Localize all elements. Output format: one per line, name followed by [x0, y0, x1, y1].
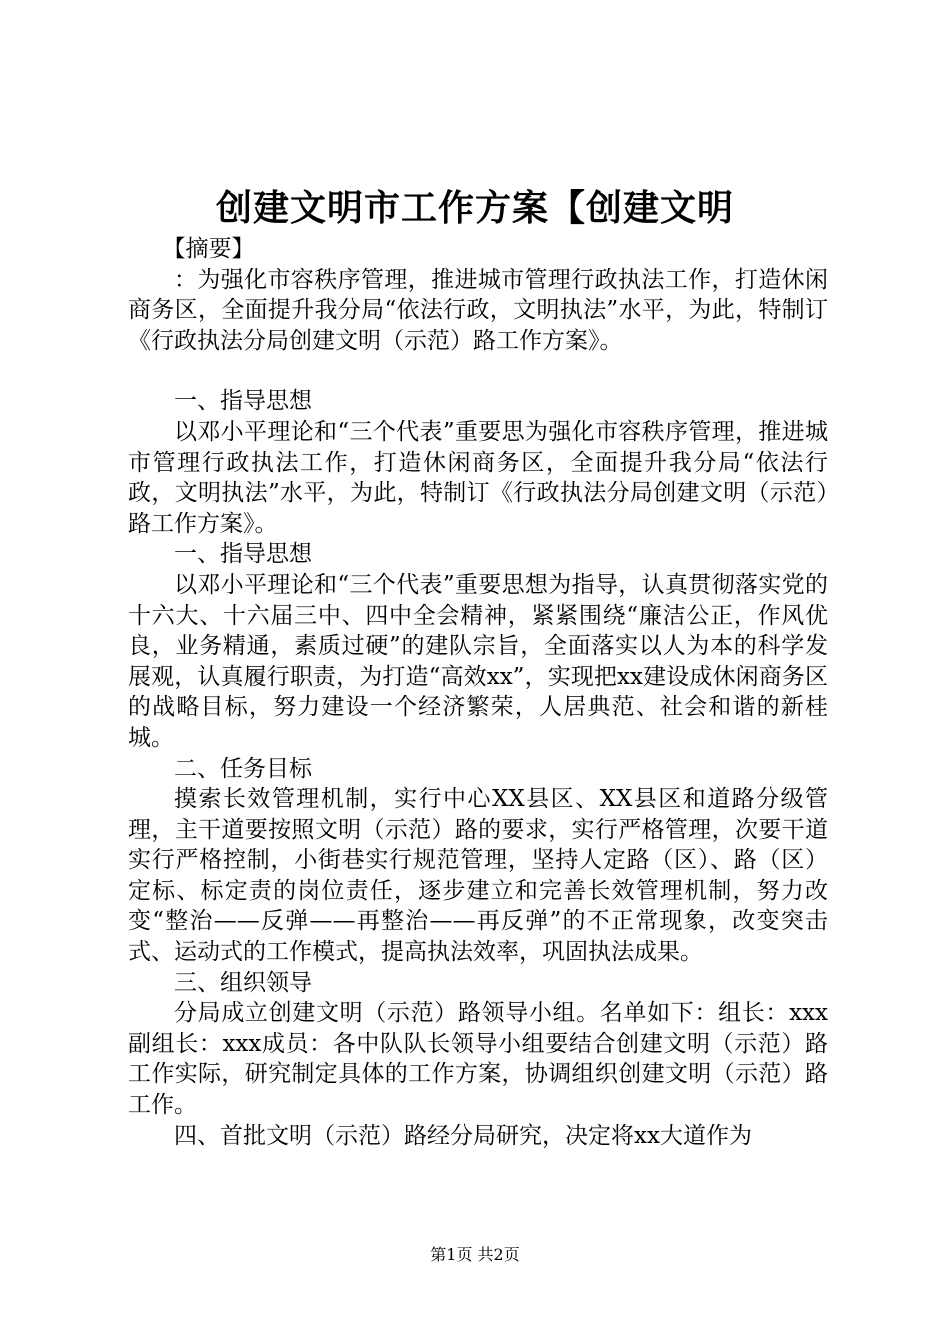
- page-footer: 第1页 共2页: [430, 1245, 520, 1264]
- section-heading: 一、指导思想: [174, 541, 312, 568]
- section-body: 分局成立创建文明（示范）路领导小组。名单如下：组长：xxx副组长：xxx成员：各中队队长领导小组要结合创建文明（示范）路工作实际，研究制定具体的工作方案，协调组织创建文明（示范）路工作。: [128, 1000, 828, 1119]
- section-body: 以邓小平理论和“三个代表”重要思为强化市容秩序管理，推进城市管理行政执法工作，打造休闲商务区，全面提升我分局“依法行政，文明执法”水平，为此，特制订《行政执法分局创建文明（示范）路工作方案》。: [128, 418, 828, 537]
- abstract-label: 【摘要】: [162, 236, 255, 262]
- document-body: [128, 234, 828, 1151]
- document-title: 创建文明市工作方案【创建文明: [215, 187, 734, 229]
- section-body: 摸索长效管理机制，实行中心XX县区、XX县区和道路分级管理，主干道要按照文明（示范）路的要求，实行严格管理，次要干道实行严格控制，小街巷实行规范管理，坚持人定路（区）、路（区）定标、标定责的岗位责任，逐步建立和完善长效管理机制，努力改变“整治——反弹——再整治——再反弹”的不正常现象，改变突击式、运动式的工作模式，提高执法效率，巩固执法成果。: [128, 786, 828, 966]
- section-heading: 二、任务目标: [174, 755, 312, 782]
- section-heading: 三、组织领导: [174, 969, 312, 996]
- section-heading: 一、指导思想: [174, 388, 312, 415]
- section-body: 四、首批文明（示范）路经分局研究，决定将xx大道作为: [174, 1122, 752, 1149]
- abstract-text: ：为强化市容秩序管理，推进城市管理行政执法工作，打造休闲商务区，全面提升我分局“依法行政，文明执法”水平，为此，特制订《行政执法分局创建文明（示范）路工作方案》。: [128, 266, 828, 354]
- section-body: 以邓小平理论和“三个代表”重要思想为指导，认真贯彻落实党的十六大、十六届三中、四中全会精神，紧紧围绕“廉洁公正，作风优良，业务精通，素质过硬”的建队宗旨，全面落实以人为本的科学发展观，认真履行职责，为打造“高效xx”，实现把xx建设成休闲商务区的战略目标，努力建设一个经济繁荣，人居典范、社会和谐的新桂城。: [128, 571, 828, 751]
- paragraph-gap: [128, 356, 828, 386]
